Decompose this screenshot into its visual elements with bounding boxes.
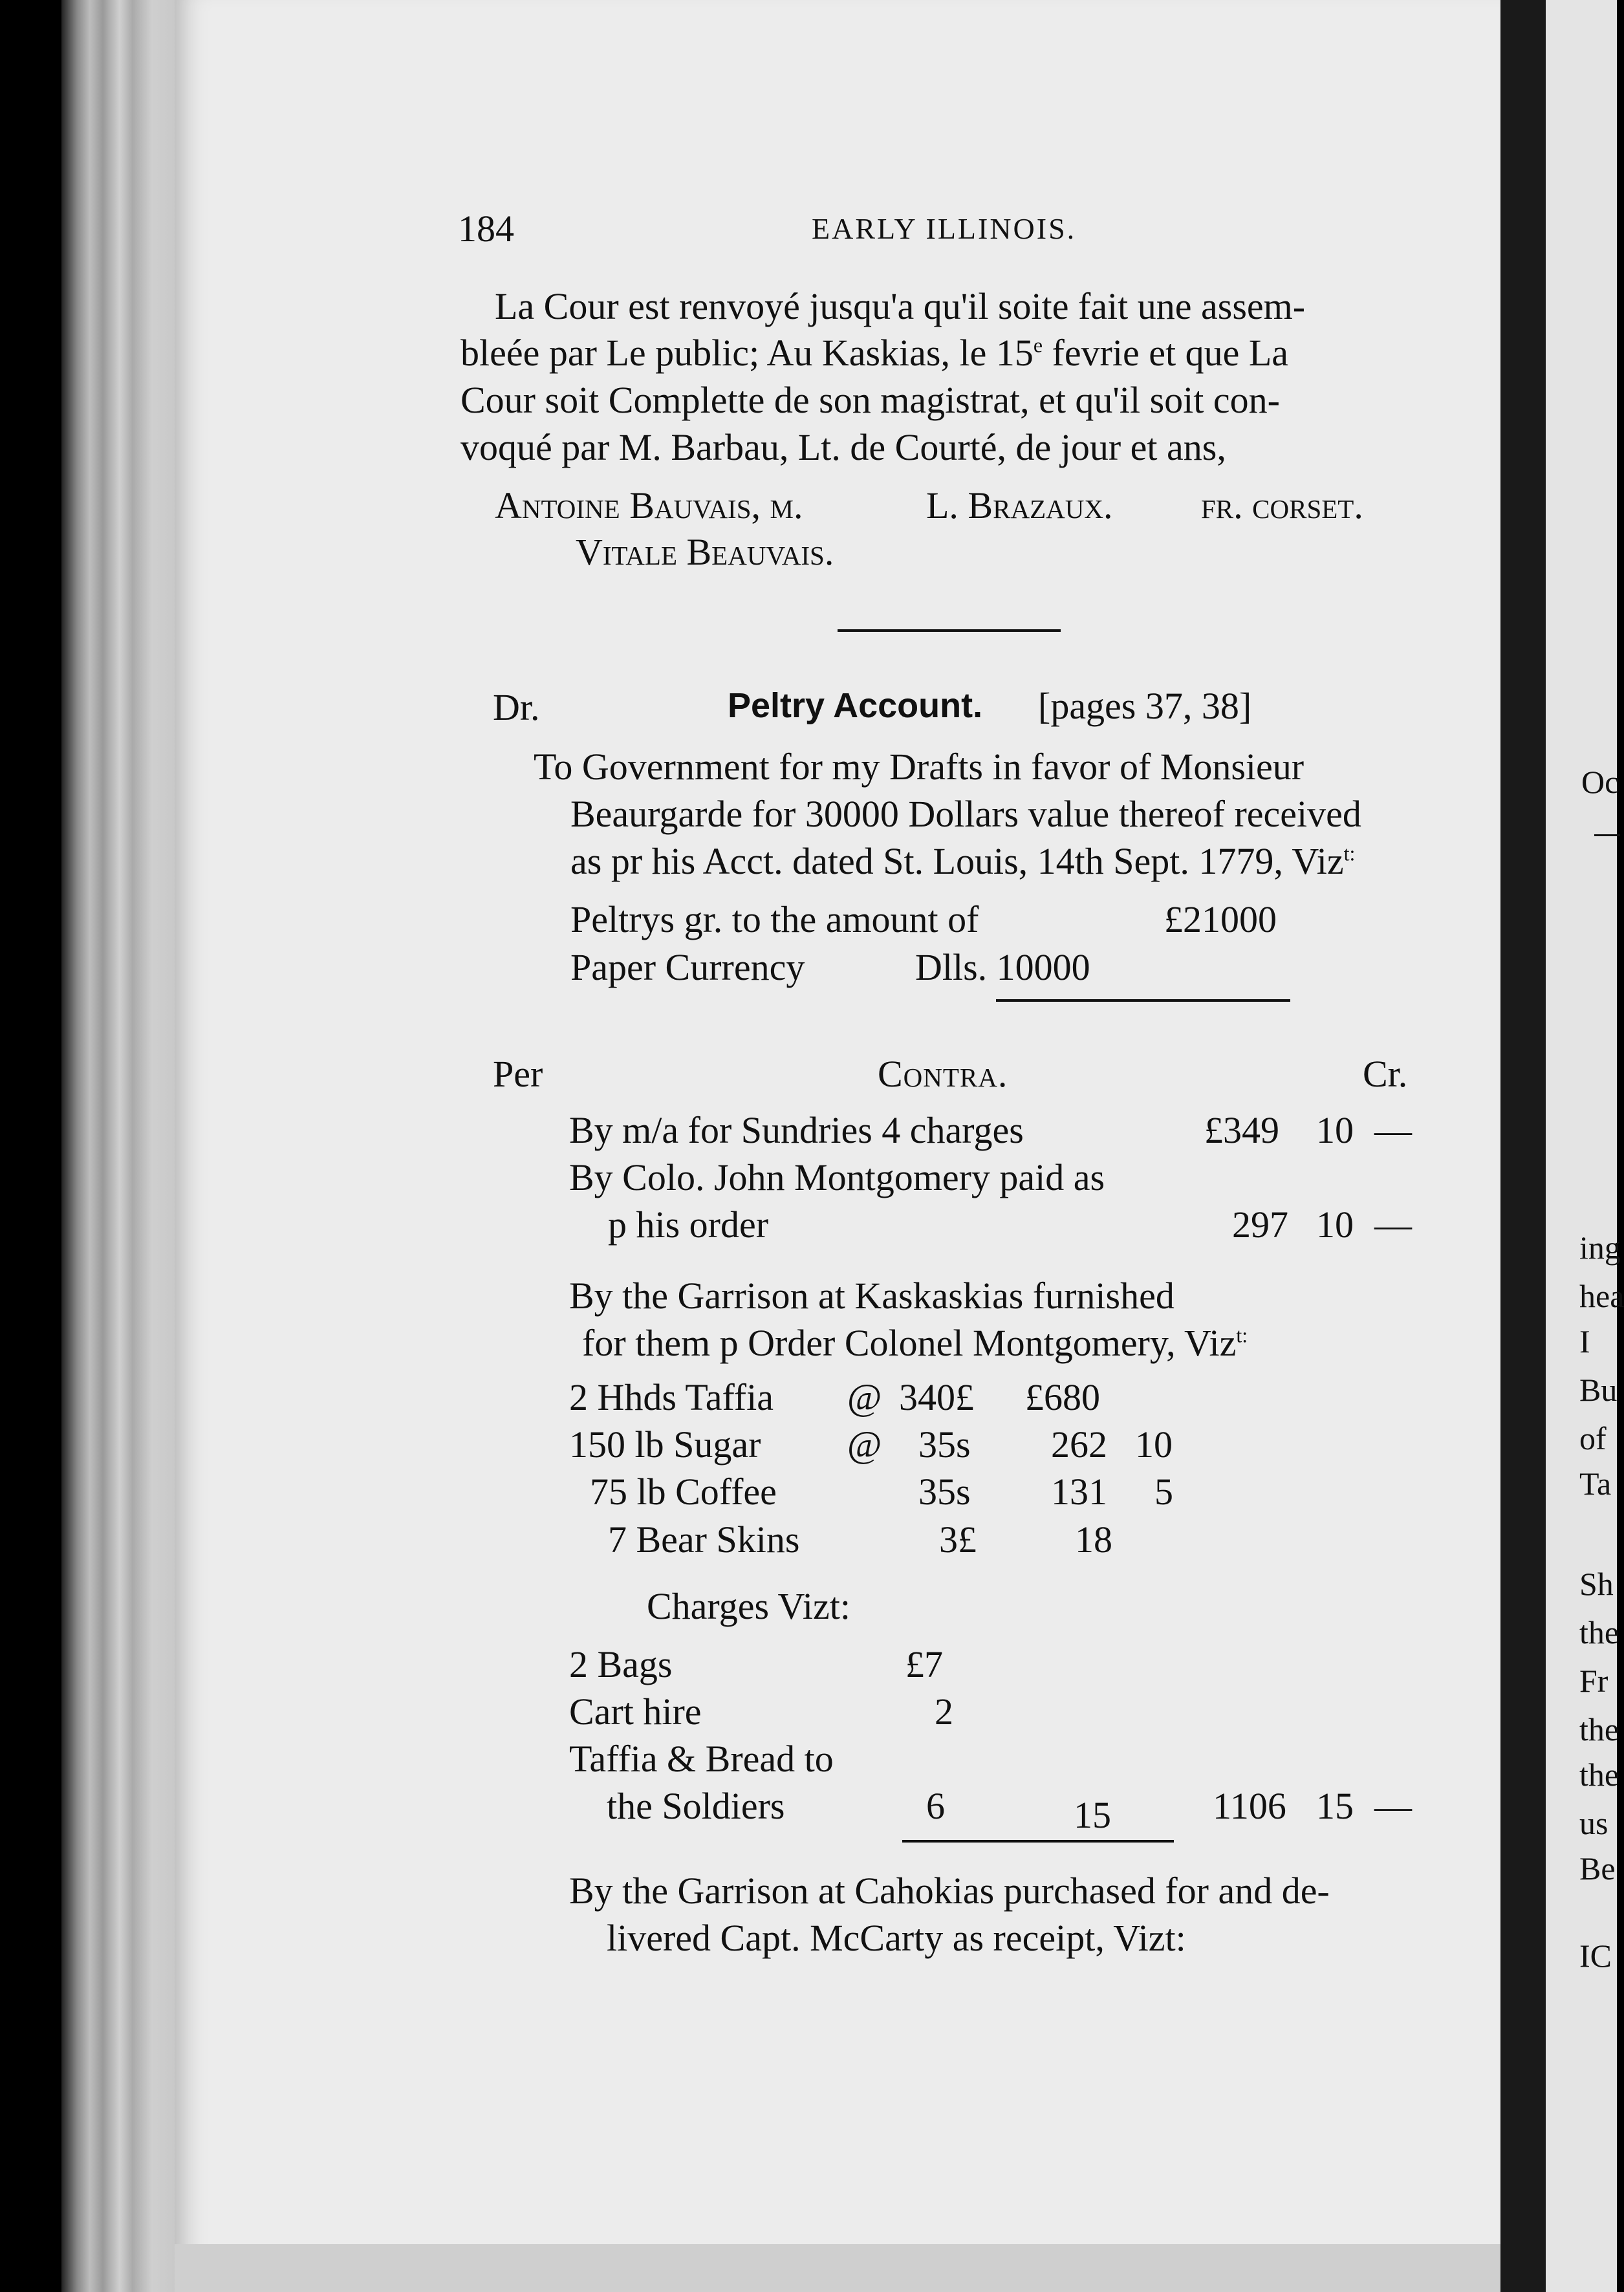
court-line: voqué par M. Barbau, Lt. de Courté, de jour et ans, [460, 426, 1226, 468]
item-shillings: 5 [1154, 1471, 1173, 1513]
facing-text: of [1579, 1420, 1607, 1456]
item-at: @ [847, 1376, 882, 1418]
court-line-text: fevrie et que La [1043, 332, 1289, 374]
item-label: 2 Hhds Taffia [569, 1376, 774, 1418]
facing-text: ing [1579, 1229, 1621, 1266]
garrison-line [582, 1321, 1248, 1365]
item-label: 75 lb Coffee [590, 1471, 777, 1513]
charge-label: the Soldiers [607, 1785, 785, 1827]
sum-rule [996, 999, 1290, 1002]
signature: Vitale Beauvais. [576, 531, 834, 573]
facing-text: Ta [1579, 1465, 1612, 1502]
item-amount: 131 [1051, 1471, 1107, 1513]
running-title: EARLY ILLINOIS. [812, 212, 1077, 245]
sum-rule [902, 1840, 1174, 1843]
court-superscript: e [1033, 334, 1043, 357]
facing-text: IC [1579, 1938, 1612, 1974]
pages-reference: [pages 37, 38] [1038, 685, 1252, 727]
facing-text: Sh [1579, 1566, 1614, 1602]
item-label: 7 Bear Skins [608, 1519, 800, 1561]
charges-title: Charges Vizt: [647, 1585, 850, 1627]
facing-text: Oc [1581, 764, 1619, 800]
signature: Antoine Bauvais, m. [495, 484, 803, 526]
page-gutter [1500, 0, 1546, 2292]
entry-line: Beaurgarde for 30000 Dollars value thereof received [570, 793, 1361, 835]
court-line: La Cour est renvoyé jusqu'a qu'il soite fait une assem- [495, 285, 1306, 327]
court-line-text: bleée par Le public; Au Kaskias, le 15 [460, 332, 1034, 374]
sundries-amount: £349 [1204, 1109, 1279, 1151]
charge-label: Cart hire [569, 1691, 702, 1733]
peltrys-value: £21000 [1164, 898, 1277, 940]
item-rate: 3£ [939, 1519, 977, 1561]
facing-text: the [1579, 1711, 1619, 1747]
charge-label: 2 Bags [569, 1643, 673, 1685]
item-rate: 35s [918, 1471, 971, 1513]
sundries-shillings: 10 [1316, 1109, 1354, 1151]
credit-label: Cr. [1363, 1053, 1408, 1095]
sundries-pence: — [1374, 1109, 1412, 1151]
book-edge [61, 0, 191, 2292]
signature: L. Brazaux. [926, 484, 1113, 526]
facing-text: Fr [1579, 1663, 1608, 1699]
garrison-superscript: t: [1236, 1324, 1248, 1347]
entry-superscript: t: [1343, 842, 1356, 865]
entry-line: To Government for my Drafts in favor of Monsieur [534, 746, 1305, 788]
entry-line-text: as pr his Acct. dated St. Louis, 14th Sept. 1779, Viz [570, 840, 1344, 882]
page-bottom-edge [175, 2244, 1500, 2292]
item-amount: 18 [1075, 1519, 1112, 1561]
charge-amount: 2 [935, 1691, 953, 1733]
charge-amount: £7 [905, 1643, 943, 1685]
facing-text: Be [1579, 1850, 1616, 1887]
per-label: Per [493, 1053, 543, 1095]
montgomery-amount: 297 [1232, 1204, 1288, 1246]
debit-label: Dr. [493, 686, 540, 728]
facing-text: the [1579, 1757, 1619, 1793]
total-pence: — [1374, 1785, 1412, 1827]
total-shillings: 15 [1316, 1785, 1354, 1827]
garrison-line-text: for them p Order Colonel Montgomery, Viz [582, 1322, 1237, 1364]
paper-currency-value: Dlls. 10000 [915, 946, 1090, 988]
charge-label: Taffia & Bread to [569, 1738, 834, 1780]
item-rate: 35s [918, 1423, 971, 1465]
item-at: @ [847, 1423, 882, 1465]
charge-amount: 6 [926, 1785, 945, 1827]
montgomery-pence: — [1374, 1204, 1412, 1246]
paper-currency-label: Paper Currency [570, 946, 805, 988]
item-rate: 340£ [899, 1376, 974, 1418]
page-number: 184 [458, 208, 514, 250]
account-title: Peltry Account. [728, 686, 983, 725]
facing-text: us [1579, 1805, 1608, 1841]
signature: fr. corset. [1201, 484, 1363, 526]
facing-rule [1594, 834, 1620, 836]
facing-text: I [1579, 1323, 1590, 1359]
section-divider [838, 629, 1061, 632]
sundries-label: By m/a for Sundries 4 charges [569, 1109, 1024, 1151]
facing-page [1546, 0, 1624, 2292]
montgomery-line: By Colo. John Montgomery paid as [569, 1156, 1105, 1198]
item-shillings: 10 [1135, 1423, 1173, 1465]
item-amount: £680 [1025, 1376, 1100, 1418]
montgomery-line: p his order [608, 1204, 769, 1246]
montgomery-shillings: 10 [1316, 1204, 1354, 1246]
cahokias-line: By the Garrison at Cahokias purchased for and de- [569, 1870, 1330, 1912]
soldiers-shillings: 15 [1074, 1794, 1111, 1836]
item-label: 150 lb Sugar [569, 1423, 761, 1465]
entry-line [570, 839, 1355, 883]
garrison-line: By the Garrison at Kaskaskias furnished [569, 1275, 1175, 1317]
contra-title: Contra. [878, 1053, 1008, 1095]
total-amount: 1106 [1213, 1785, 1286, 1827]
facing-text: the [1579, 1614, 1619, 1650]
item-amount: 262 [1051, 1423, 1107, 1465]
facing-text: hea [1579, 1278, 1624, 1314]
court-line: Cour soit Complette de son magistrat, et qu'il soit con- [460, 379, 1280, 421]
facing-text: Bu [1579, 1372, 1618, 1408]
peltrys-label: Peltrys gr. to the amount of [570, 898, 979, 940]
cahokias-line: livered Capt. McCarty as receipt, Vizt: [607, 1917, 1186, 1959]
court-line [460, 331, 1288, 374]
